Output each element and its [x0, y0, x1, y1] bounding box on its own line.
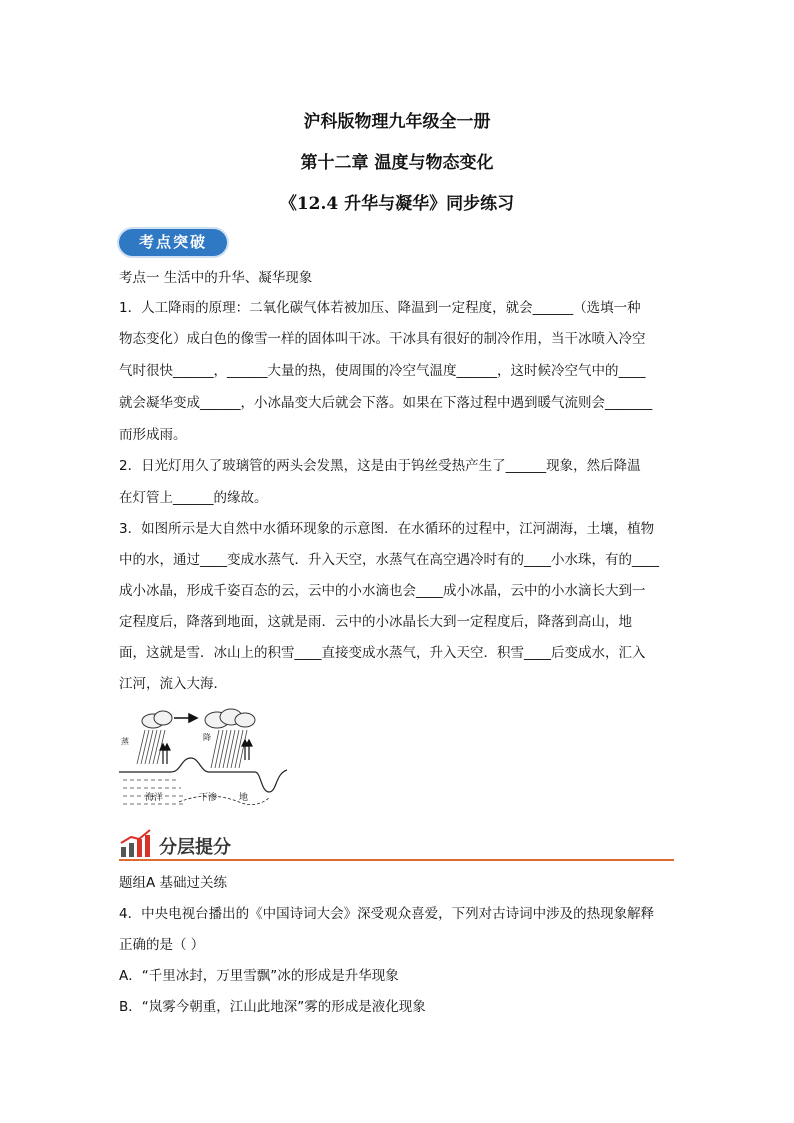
- label-evaporate: 蒸: [121, 737, 129, 746]
- q2-line-2: 在灯管上______的缘故。: [119, 490, 268, 506]
- q4-option-b[interactable]: B．“岚雾今朝重，江山此地深”雾的形成是液化现象: [119, 999, 426, 1015]
- label-land: 地: [239, 793, 249, 803]
- q1-line-3: 气时很快______，______大量的热，使周围的冷空气温度______，这时候冷空气中的____: [119, 363, 646, 379]
- q1-line-2: 物态变化）成白色的像雪一样的固体叫干冰。干冰具有很好的制冷作用，当干冰喷入冷空: [119, 331, 646, 347]
- water-cycle-svg: [119, 706, 287, 824]
- q3-line-6: 江河，流入大海．: [119, 676, 227, 692]
- label-seep: 下渗: [199, 793, 218, 803]
- section-title: 分层提分: [159, 837, 231, 858]
- q3-line-2: 中的水，通过____变成水蒸气．升入天空，水蒸气在高空遇冷时有的____小水珠，有的____: [119, 552, 659, 568]
- q1-line-5: 而形成雨。: [119, 427, 187, 443]
- topic-heading: 考点一 生活中的升华、凝华现象: [119, 270, 313, 286]
- q4-line-2: 正确的是（ ）: [119, 937, 205, 953]
- title-book: 沪科版物理九年级全一册: [303, 112, 491, 132]
- q3-line-4: 定程度后，降落到地面，这就是雨．云中的小冰晶长大到一定程度后，降落到高山，地: [119, 614, 632, 630]
- section-badge: 考点突破: [119, 229, 227, 256]
- q2-line-1: 2．日光灯用久了玻璃管的两头会发黑，这是由于钨丝受热产生了______现象，然后降温: [119, 458, 641, 474]
- title-section: 《12.4 升华与凝华》同步练习: [279, 194, 515, 214]
- water-cycle-diagram: [119, 706, 287, 824]
- section-header-layered: [119, 829, 674, 861]
- q1-line-4: 就会凝华变成______，小冰晶变大后就会下落。如果在下落过程中遇到暖气流则会_______: [119, 395, 653, 411]
- q4-option-a[interactable]: A．“千里冰封，万里雪飘”冰的形成是升华现象: [119, 968, 399, 984]
- growth-chart-icon: [119, 829, 153, 857]
- q3-line-3: 成小冰晶，形成千姿百态的云，云中的小水滴也会____成小冰晶，云中的小水滴长大到一: [119, 583, 646, 599]
- label-sea: 海洋: [145, 793, 164, 803]
- q3-line-5: 面，这就是雪．冰山上的积雪____直接变成水蒸气，升入天空．积雪____后变成水，汇入: [119, 645, 646, 661]
- group-heading: 题组A 基础过关练: [119, 875, 228, 891]
- q1-line-1: 1．人工降雨的原理：二氧化碳气体若被加压、降温到一定程度，就会______（选填一种: [119, 300, 641, 316]
- title-chapter: 第十二章 温度与物态变化: [300, 153, 494, 173]
- q3-line-1: 3．如图所示是大自然中水循环现象的示意图．在水循环的过程中，江河湖海，土壤，植物: [119, 521, 655, 537]
- label-precip: 降: [203, 733, 211, 742]
- q4-line-1: 4．中央电视台播出的《中国诗词大会》深受观众喜爱，下列对古诗词中涉及的热现象解释: [119, 906, 655, 922]
- section-rule: [119, 859, 674, 861]
